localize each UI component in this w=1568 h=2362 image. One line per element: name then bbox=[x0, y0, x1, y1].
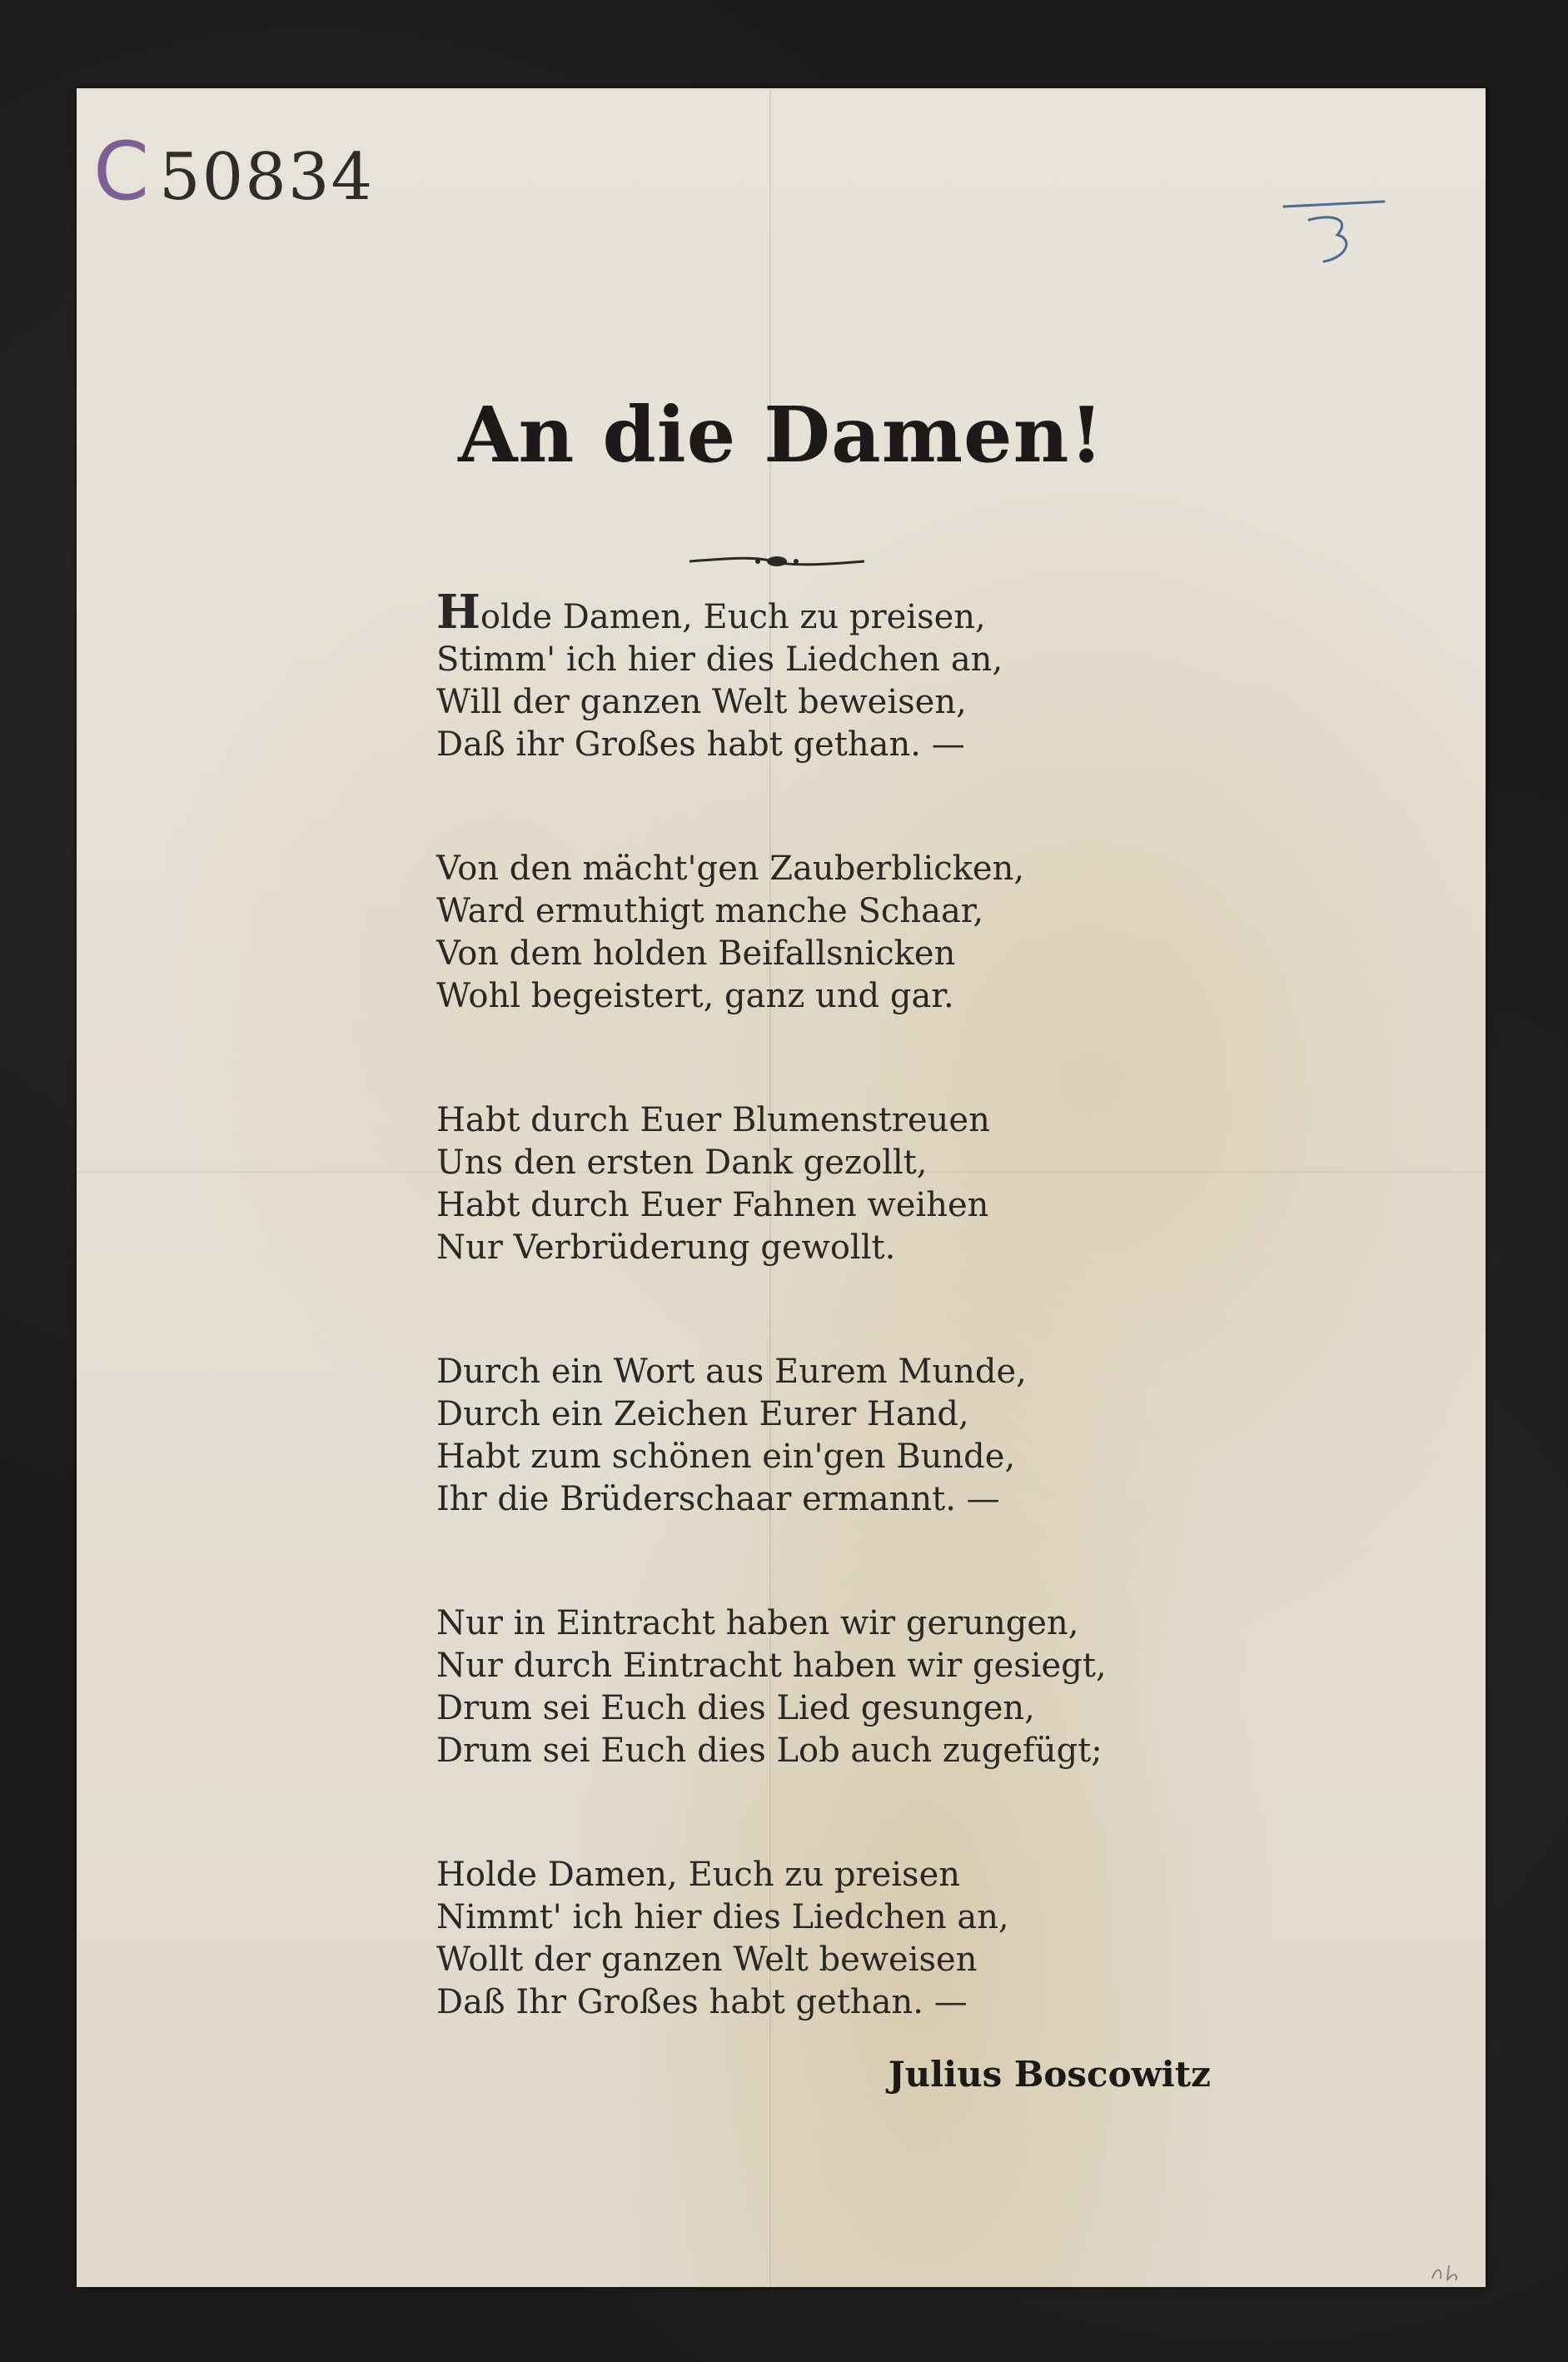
catalog-number: 50834 bbox=[159, 140, 375, 215]
catalog-stamp bbox=[93, 125, 374, 218]
poem-line: Habt durch Euer Blumenstreuen bbox=[436, 1101, 990, 1139]
stanza bbox=[436, 1351, 1202, 1521]
stanza bbox=[436, 1602, 1202, 1772]
stanza bbox=[436, 848, 1202, 1018]
stanza bbox=[436, 1854, 1202, 2024]
catalog-prefix: C bbox=[93, 125, 152, 218]
poem-line: Daß ihr Großes habt gethan. — bbox=[436, 725, 965, 764]
stanza bbox=[436, 585, 1202, 766]
poem-line: Nur Verbrüderung gewollt. bbox=[436, 1228, 896, 1267]
poem-line: Wollt der ganzen Welt beweisen bbox=[436, 1941, 978, 1979]
poem-line: Habt zum schönen ein'gen Bunde, bbox=[436, 1438, 1016, 1476]
poem-line: Ward ermuthigt manche Schaar, bbox=[436, 892, 984, 930]
poem-line: Stimm' ich hier dies Liedchen an, bbox=[436, 640, 1003, 679]
poem-line: Habt durch Euer Fahnen weihen bbox=[436, 1186, 989, 1224]
poem-line: Uns den ersten Dank gezollt, bbox=[436, 1144, 928, 1182]
pencil-mark-icon bbox=[1276, 172, 1401, 280]
poem-line: Nur in Eintracht haben wir gerungen, bbox=[436, 1604, 1079, 1642]
poem-line: Holde Damen, Euch zu preisen, bbox=[436, 585, 986, 640]
poem-line: Wohl begeistert, ganz und gar. bbox=[436, 977, 954, 1015]
poem-line: Holde Damen, Euch zu preisen bbox=[436, 1856, 961, 1894]
poem-line: Nur durch Eintracht haben wir gesiegt, bbox=[436, 1647, 1107, 1685]
title-ornament-icon bbox=[689, 545, 864, 578]
poem-line: Daß Ihr Großes habt gethan. — bbox=[436, 1983, 968, 2021]
poem-line: Durch ein Wort aus Eurem Munde, bbox=[436, 1353, 1027, 1391]
poem-line: Durch ein Zeichen Eurer Hand, bbox=[436, 1395, 969, 1433]
poem-line: Von dem holden Beifallsnicken bbox=[436, 934, 956, 973]
corner-pencil-mark-icon bbox=[1427, 2260, 1477, 2285]
poem-line: Von den mächt'gen Zauberblicken, bbox=[436, 850, 1025, 888]
poem-body bbox=[436, 585, 1202, 2105]
poem-title: An die Damen! bbox=[458, 390, 1104, 480]
author-signature: Julius Boscowitz bbox=[888, 2054, 1211, 2095]
poem-line: Nimmt' ich hier dies Liedchen an, bbox=[436, 1898, 1009, 1936]
paper-sheet bbox=[77, 88, 1486, 2287]
poem-line: Ihr die Brüderschaar ermannt. — bbox=[436, 1480, 1000, 1518]
poem-line: Drum sei Euch dies Lob auch zugefügt; bbox=[436, 1732, 1103, 1770]
poem-line: Drum sei Euch dies Lied gesungen, bbox=[436, 1689, 1035, 1727]
poem-line: Will der ganzen Welt beweisen, bbox=[436, 683, 967, 721]
stanza bbox=[436, 1099, 1202, 1269]
